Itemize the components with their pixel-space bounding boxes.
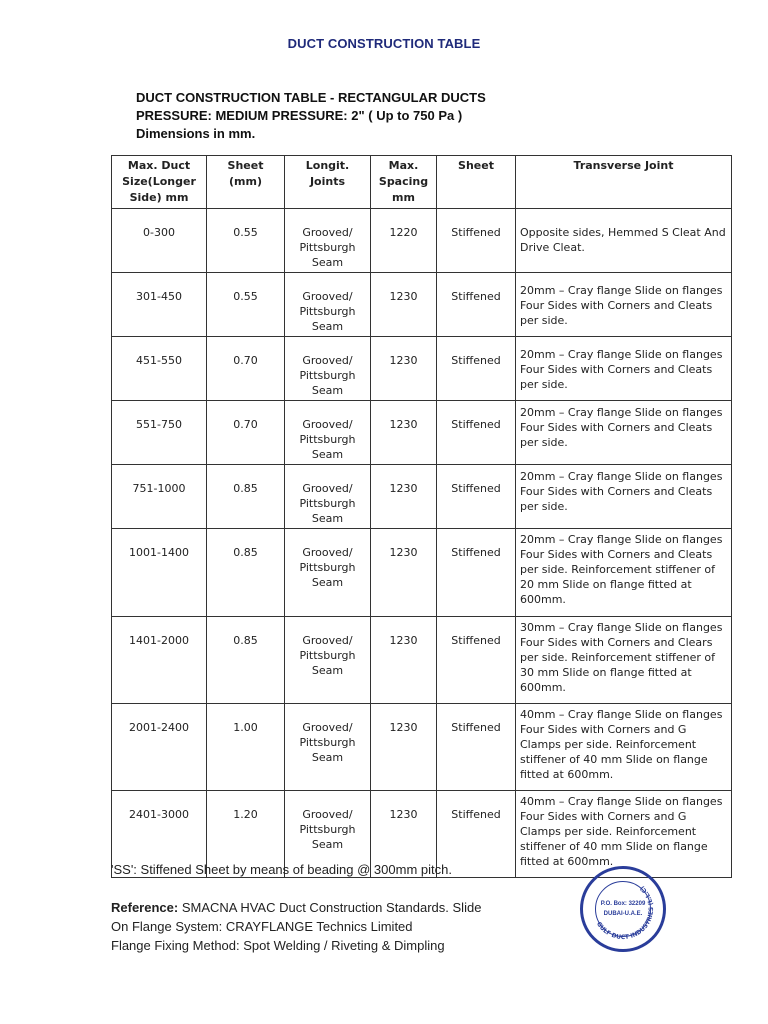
- subheading-line-2: PRESSURE: MEDIUM PRESSURE: 2" ( Up to 750 Pa ): [136, 108, 463, 123]
- cell-transverse-joint: 20mm – Cray flange Slide on flanges Four Sides with Corners and Cleats per side.: [516, 401, 732, 465]
- table-row: [112, 529, 732, 617]
- reference-line-3: Flange Fixing Method: Spot Welding / Riveting & Dimpling: [111, 938, 445, 953]
- cell-sheet: 1.00: [207, 704, 285, 791]
- cell-sheet: 0.70: [207, 401, 285, 465]
- table-row: [112, 704, 732, 791]
- cell-sheet: 1.20: [207, 791, 285, 878]
- cell-transverse-joint: 20mm – Cray flange Slide on flanges Four Sides with Corners and Cleats per side.: [516, 465, 732, 529]
- stamp-po-box: P.O. Box: 32209: [600, 901, 646, 907]
- cell-spacing: 1230: [371, 529, 437, 617]
- cell-sheet-type: Stiffened: [437, 704, 516, 791]
- duct-construction-table: [111, 155, 732, 878]
- cell-size: 751-1000: [112, 465, 207, 529]
- reference-text-1: SMACNA HVAC Duct Construction Standards. Slide: [178, 900, 482, 915]
- cell-size: 551-750: [112, 401, 207, 465]
- cell-spacing: 1230: [371, 337, 437, 401]
- header-max-duct-size: Max. Duct Size(Longer Side) mm: [112, 156, 207, 209]
- cell-sheet-type: Stiffened: [437, 529, 516, 617]
- cell-size: 2401-3000: [112, 791, 207, 878]
- table-row: [112, 337, 732, 401]
- cell-longit: Grooved/ Pittsburgh Seam: [285, 337, 371, 401]
- cell-longit: Grooved/ Pittsburgh Seam: [285, 209, 371, 273]
- cell-size: 451-550: [112, 337, 207, 401]
- cell-sheet-type: Stiffened: [437, 337, 516, 401]
- stamp-inner-circle: [595, 881, 651, 937]
- header-sheet-thickness: Sheet (mm): [207, 156, 285, 209]
- cell-transverse-joint: 20mm – Cray flange Slide on flanges Four Sides with Corners and Cleats per side.: [516, 337, 732, 401]
- table-row: [112, 209, 732, 273]
- cell-sheet-type: Stiffened: [437, 209, 516, 273]
- cell-sheet: 0.85: [207, 529, 285, 617]
- cell-spacing: 1230: [371, 704, 437, 791]
- cell-longit: Grooved/ Pittsburgh Seam: [285, 529, 371, 617]
- cell-spacing: 1220: [371, 209, 437, 273]
- cell-transverse-joint: 40mm – Cray flange Slide on flanges Four Sides with Corners and G Clamps per side. Reinforcement stiffener of 40 mm Slide on flange fitted at 600mm.: [516, 791, 732, 878]
- cell-longit: Grooved/ Pittsburgh Seam: [285, 617, 371, 704]
- cell-size: 1401-2000: [112, 617, 207, 704]
- cell-size: 0-300: [112, 209, 207, 273]
- cell-transverse-joint: 40mm – Cray flange Slide on flanges Four Sides with Corners and G Clamps per side. Reinforcement stiffener of 40 mm Slide on flange fitted at 600mm.: [516, 704, 732, 791]
- reference-label: Reference:: [111, 900, 179, 915]
- table-subheading: [136, 89, 696, 143]
- cell-size: 1001-1400: [112, 529, 207, 617]
- header-transverse-joint: Transverse Joint: [516, 156, 732, 209]
- reference-line-2: On Flange System: CRAYFLANGE Technics Limited: [111, 919, 413, 934]
- cell-sheet-type: Stiffened: [437, 617, 516, 704]
- cell-transverse-joint: 20mm – Cray flange Slide on flanges Four Sides with Corners and Cleats per side.: [516, 273, 732, 337]
- cell-spacing: 1230: [371, 401, 437, 465]
- header-sheet-type: Sheet: [437, 156, 516, 209]
- reference-block: [111, 898, 581, 955]
- cell-sheet: 0.70: [207, 337, 285, 401]
- stamp-ring-text: GULF DUCT INDUSTRIES (L.L.C): [594, 884, 656, 942]
- cell-transverse-joint: Opposite sides, Hemmed S Cleat And Drive Cleat.: [516, 209, 732, 273]
- cell-longit: Grooved/ Pittsburgh Seam: [285, 401, 371, 465]
- subheading-line-3: Dimensions in mm.: [136, 126, 256, 141]
- cell-size: 301-450: [112, 273, 207, 337]
- cell-transverse-joint: 30mm – Cray flange Slide on flanges Four Sides with Corners and Clears per side. Reinforcement stiffener of 30 mm Slide on flange fitted at 600mm.: [516, 617, 732, 704]
- table-header-row: [112, 156, 732, 209]
- cell-sheet: 0.55: [207, 209, 285, 273]
- cell-sheet-type: Stiffened: [437, 273, 516, 337]
- cell-sheet-type: Stiffened: [437, 465, 516, 529]
- company-stamp: [580, 866, 666, 952]
- header-longit-joints: Longit. Joints: [285, 156, 371, 209]
- cell-sheet: 0.55: [207, 273, 285, 337]
- cell-size: 2001-2400: [112, 704, 207, 791]
- cell-transverse-joint: 20mm – Cray flange Slide on flanges Four Sides with Corners and Cleats per side. Reinforcement stiffener of 20 mm Slide on flange fitted at 600mm.: [516, 529, 732, 617]
- table-row: [112, 617, 732, 704]
- cell-sheet: 0.85: [207, 617, 285, 704]
- cell-sheet-type: Stiffened: [437, 401, 516, 465]
- cell-spacing: 1230: [371, 791, 437, 878]
- reference-line-1: [111, 898, 581, 917]
- table-row: [112, 273, 732, 337]
- table-row: [112, 401, 732, 465]
- header-max-spacing: Max. Spacing mm: [371, 156, 437, 209]
- page-title: DUCT CONSTRUCTION TABLE: [287, 36, 481, 51]
- cell-longit: Grooved/ Pittsburgh Seam: [285, 273, 371, 337]
- stamp-city: DUBAI-U.A.E.: [603, 911, 643, 917]
- subheading-line-1: DUCT CONSTRUCTION TABLE - RECTANGULAR DUCTS: [136, 90, 486, 105]
- table-row: [112, 465, 732, 529]
- cell-longit: Grooved/ Pittsburgh Seam: [285, 791, 371, 878]
- cell-longit: Grooved/ Pittsburgh Seam: [285, 465, 371, 529]
- stiffened-sheet-note: 'SS': Stiffened Sheet by means of beading @ 300mm pitch.: [111, 862, 452, 877]
- cell-spacing: 1230: [371, 465, 437, 529]
- cell-spacing: 1230: [371, 617, 437, 704]
- cell-spacing: 1230: [371, 273, 437, 337]
- cell-sheet: 0.85: [207, 465, 285, 529]
- cell-longit: Grooved/ Pittsburgh Seam: [285, 704, 371, 791]
- cell-sheet-type: Stiffened: [437, 791, 516, 878]
